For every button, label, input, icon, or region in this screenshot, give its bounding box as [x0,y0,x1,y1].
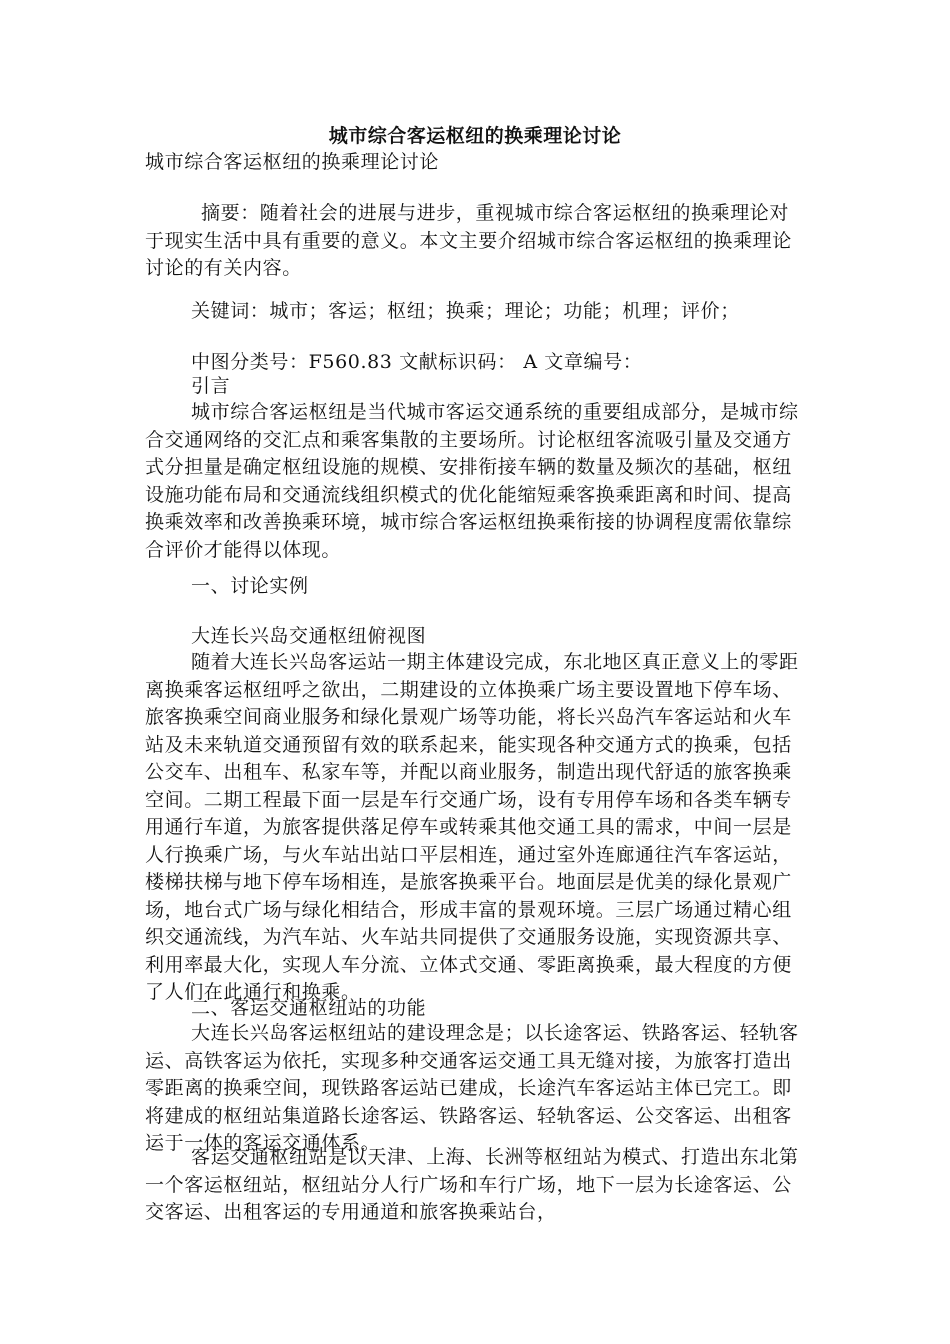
intro-heading: 引言 [191,375,231,397]
section1-heading: 一、讨论实例 [191,575,309,597]
intro-paragraph: 城市综合客运枢纽是当代城市客运交通系统的重要组成部分，是城市综合交通网络的交汇点和乘客集散的主要场所。讨论枢纽客流吸引量及交通方式分担量是确定枢纽设施的规模、安排衔接车辆的数量及频次的基础，枢纽设施功能布局和交通流线组织模式的优化能缩短乘客换乘距离和时间、提高换乘效率和改善换乘环境，城市综合客运枢纽换乘衔接的协调程度需依靠综合评价才能得以体现。 [145,401,799,561]
section2-paragraph-1: 大连长兴岛客运枢纽站的建设理念是；以长途客运、铁路客运、轻轨客运、高铁客运为依托，实现多种交通客运交通工具无缝对接，为旅客打造出零距离的换乘空间，现铁路客运站已建成，长途汽车客运站主体已完工。即将建成的枢纽站集道路长途客运、铁路客运、轻轨客运、公交客运、出租客运于一体的客运交通体系。 [145,1022,799,1154]
classification-line: 中图分类号：F560.83 文献标识码： A 文章编号： [191,351,643,373]
abstract-paragraph: 摘要：随着社会的进展与进步，重视城市综合客运枢纽的换乘理论对于现实生活中具有重要的意义。本文主要介绍城市综合客运枢纽的换乘理论讨论的有关内容。 [145,202,792,279]
document-title: 城市综合客运枢纽的换乘理论讨论 [328,125,622,147]
document-subtitle: 城市综合客运枢纽的换乘理论讨论 [145,151,440,173]
figure-caption: 大连长兴岛交通枢纽俯视图 [191,625,427,647]
section2-paragraph-2: 客运交通枢纽站是以天津、上海、长洲等枢纽站为模式、打造出东北第一个客运枢纽站，枢纽站分人行广场和车行广场，地下一层为长途客运、公交客运、出租客运的专用通道和旅客换乘站台， [145,1146,799,1223]
section1-paragraph: 随着大连长兴岛客运站一期主体建设完成，东北地区真正意义上的零距离换乘客运枢纽呼之欲出，二期建设的立体换乘广场主要设置地下停车场、旅客换乘空间商业服务和绿化景观广场等功能，将长兴岛汽车客运站和火车站及未来轨道交通预留有效的联系起来，能实现各种交通方式的换乘，包括公交车、出租车、私家车等，并配以商业服务，制造出现代舒适的旅客换乘空间。二期工程最下面一层是车行交通广场，设有专用停车场和各类车辆专用通行车道，为旅客提供落足停车或转乘其他交通工具的需求，中间一层是人行换乘广场，与火车站出站口平层相连，通过室外连廊通往汽车客运站，楼梯扶梯与地下停车场相连，是旅客换乘平台。地面层是优美的绿化景观广场，地台式广场与绿化相结合，形成丰富的景观环境。三层广场通过精心组织交通流线，为汽车站、火车站共同提供了交通服务设施，实现资源共享、利用率最大化，实现人车分流、立体式交通、零距离换乘，最大程度的方便了人们在此通行和换乘。 [145,651,799,1003]
section2-heading: 二、客运交通枢纽站的功能 [191,997,427,1019]
keywords-line: 关键词：城市；客运；枢纽；换乘；理论；功能；机理；评价； [191,300,740,322]
